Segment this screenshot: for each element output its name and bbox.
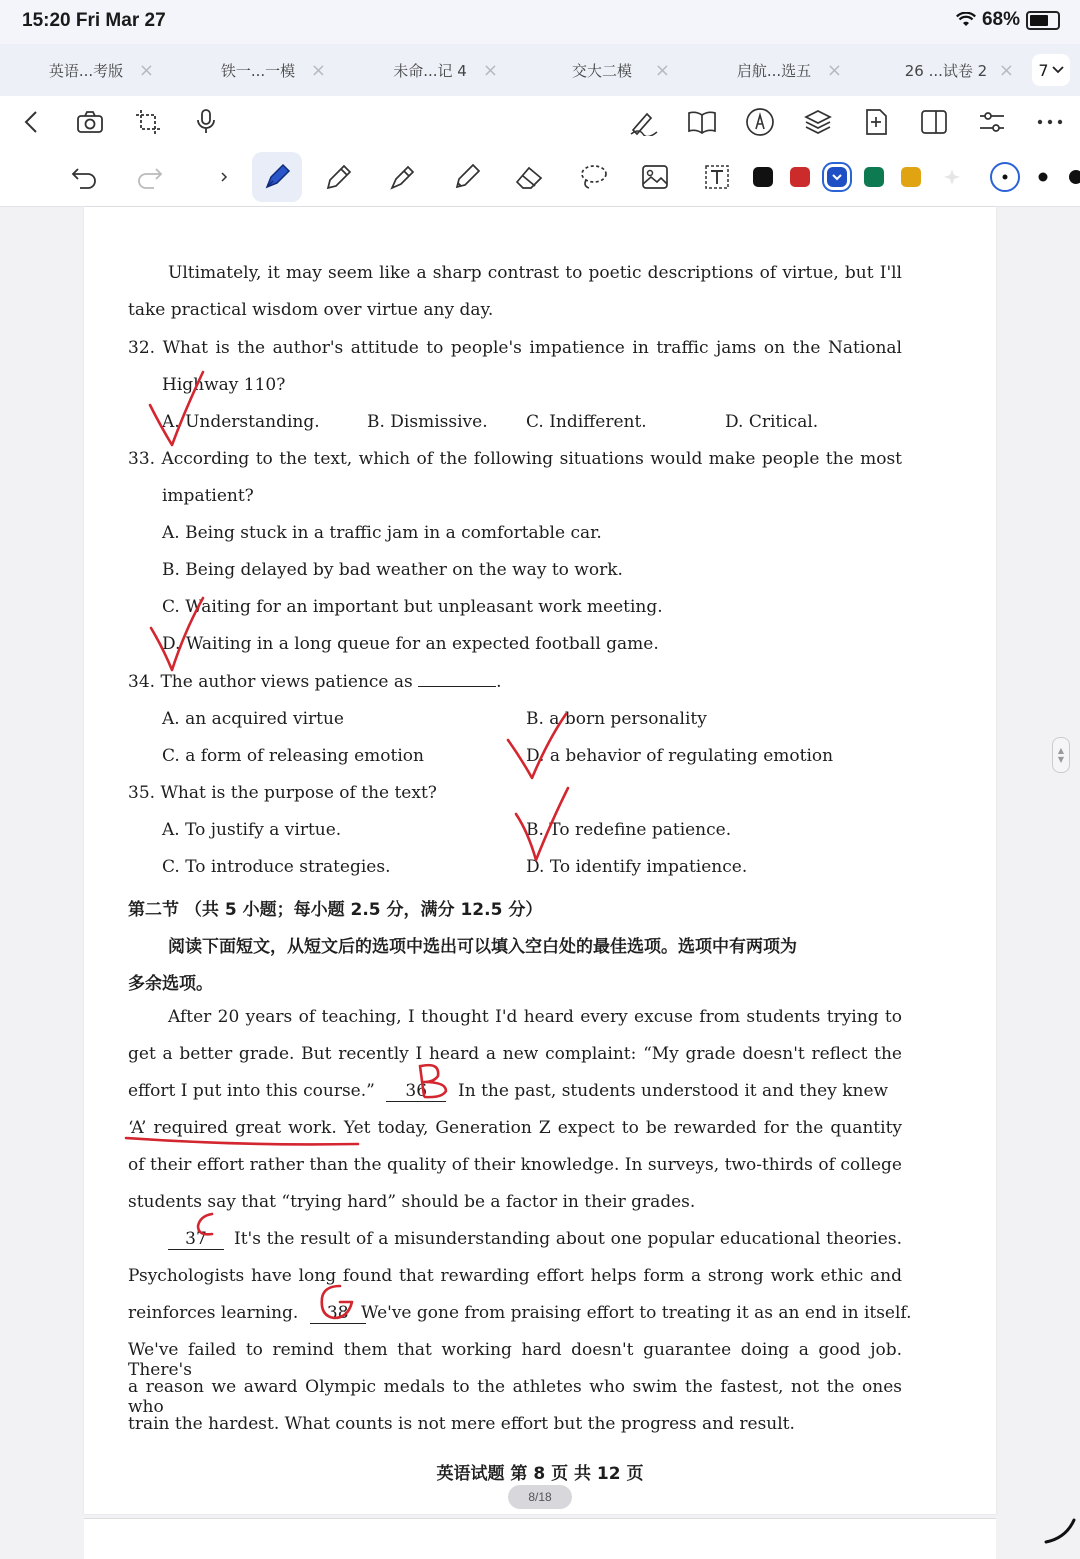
option-32-d: D. Critical. bbox=[725, 412, 819, 432]
passage-line-7: It's the result of a misunderstanding about one popular educational theories. bbox=[234, 1229, 902, 1249]
question-34-text: 34. The author views patience as bbox=[128, 672, 413, 692]
blank-38 bbox=[310, 1303, 366, 1324]
split-view-icon[interactable] bbox=[918, 106, 950, 138]
tab-5[interactable] bbox=[860, 52, 1032, 88]
blank-36 bbox=[386, 1081, 446, 1102]
question-33-stem-2: impatient? bbox=[162, 486, 254, 506]
question-35-stem: 35. What is the purpose of the text? bbox=[128, 783, 437, 803]
answer-blank bbox=[418, 672, 496, 687]
microphone-icon[interactable] bbox=[190, 106, 222, 138]
tab-count-button[interactable] bbox=[1032, 54, 1070, 86]
intro-line-2: take practical wisdom over virtue any day. bbox=[128, 300, 494, 320]
back-icon[interactable] bbox=[16, 106, 48, 138]
close-icon[interactable]: × bbox=[998, 59, 1014, 81]
passage-line-12: train the hardest. What counts is not mere effort but the progress and result. bbox=[128, 1414, 795, 1434]
blank-37 bbox=[168, 1229, 224, 1250]
option-33-c: C. Waiting for an important but unpleasant work meeting. bbox=[162, 597, 663, 617]
tab-label: 26 ...试卷 2 bbox=[904, 61, 988, 80]
option-35-b: B. To redefine patience. bbox=[526, 820, 732, 840]
passage-line-1: After 20 years of teaching, I thought I'd heard every excuse from students trying to bbox=[168, 1007, 902, 1027]
question-33-stem-1: 33. According to the text, which of the following situations would make people the most bbox=[128, 449, 902, 469]
instruction-line-2: 多余选项。 bbox=[128, 974, 213, 994]
passage-line-9-text: reinforces learning. bbox=[128, 1303, 299, 1323]
passage-line-9-a bbox=[128, 1303, 366, 1324]
close-icon[interactable]: × bbox=[482, 59, 498, 81]
settings-sliders-icon[interactable] bbox=[976, 106, 1008, 138]
option-35-d: D. To identify impatience. bbox=[526, 857, 748, 877]
battery-percent: 68% bbox=[981, 9, 1020, 30]
color-swatch-yellow[interactable] bbox=[901, 167, 921, 187]
passage-line-9-b: We've gone from praising effort to treating it as an end in itself. bbox=[361, 1303, 912, 1323]
tab-label: 铁一...一模 bbox=[220, 61, 296, 80]
brush-pen-icon[interactable] bbox=[386, 160, 420, 194]
tab-label: 英语...考版 bbox=[48, 61, 124, 80]
status-bar bbox=[0, 0, 1080, 44]
chevron-up-icon: ▲ bbox=[1057, 746, 1065, 755]
chevron-down-icon bbox=[1052, 66, 1064, 74]
pen-toolbar bbox=[0, 148, 1080, 207]
option-32-b: B. Dismissive. bbox=[367, 412, 488, 432]
handwriting-icon[interactable] bbox=[628, 106, 660, 138]
document-page[interactable] bbox=[84, 207, 996, 1514]
image-icon[interactable] bbox=[638, 160, 672, 194]
close-icon[interactable]: × bbox=[826, 59, 842, 81]
tab-label: 交大二模 bbox=[571, 61, 632, 80]
question-32-stem-1: 32. What is the author's attitude to people's impatience in traffic jams on the National bbox=[128, 338, 902, 358]
add-page-icon[interactable] bbox=[860, 106, 892, 138]
tab-label: 启航...选五 bbox=[736, 61, 812, 80]
fountain-pen-icon[interactable] bbox=[252, 152, 302, 202]
passage-line-8: Psychologists have long found that rewarding effort helps form a strong work ethic and bbox=[128, 1266, 902, 1286]
option-34-d: D. a behavior of regulating emotion bbox=[526, 746, 834, 766]
instruction-line-1: 阅读下面短文，从短文后的选项中选出可以填入空白处的最佳选项。选项中有两项为 bbox=[168, 937, 797, 957]
next-page-edge bbox=[84, 1518, 996, 1559]
close-icon[interactable]: × bbox=[654, 59, 670, 81]
color-swatch-green[interactable] bbox=[864, 167, 884, 187]
blank-37-number: 37 bbox=[185, 1229, 207, 1249]
status-time: 15:20 Fri Mar 27 bbox=[22, 10, 166, 31]
stroke-size-large-icon[interactable] bbox=[1060, 160, 1080, 194]
option-34-c: C. a form of releasing emotion bbox=[162, 746, 424, 766]
section-title: 第二节 （共 5 小题；每小题 2.5 分，满分 12.5 分） bbox=[128, 900, 543, 920]
text-box-icon[interactable] bbox=[700, 160, 734, 194]
document-tab-bar bbox=[0, 44, 1080, 96]
option-35-c: C. To introduce strategies. bbox=[162, 857, 391, 877]
tab-0[interactable] bbox=[0, 52, 172, 88]
stroke-size-medium-icon[interactable] bbox=[1026, 160, 1060, 194]
passage-line-2: get a better grade. But recently I heard a new complaint: “My grade doesn't reflect the bbox=[128, 1044, 902, 1064]
blank-38-number: 38 bbox=[326, 1303, 349, 1323]
book-icon[interactable] bbox=[686, 106, 718, 138]
pencil-circle-icon[interactable] bbox=[744, 106, 776, 138]
eraser-icon[interactable] bbox=[512, 160, 546, 194]
highlighter-icon[interactable] bbox=[450, 160, 484, 194]
blank-36-number: 36 bbox=[405, 1081, 428, 1101]
battery-level bbox=[1030, 15, 1048, 26]
option-33-d: D. Waiting in a long queue for an expected football game. bbox=[162, 634, 659, 654]
wifi-icon bbox=[956, 12, 976, 28]
camera-icon[interactable] bbox=[74, 106, 106, 138]
question-34-stem bbox=[128, 672, 502, 692]
top-toolbar bbox=[0, 96, 1080, 149]
tab-1[interactable] bbox=[172, 52, 344, 88]
page-footer: 英语试题 第 8 页 共 12 页 bbox=[436, 1464, 644, 1484]
collapse-chevron-icon[interactable] bbox=[214, 160, 234, 194]
close-icon[interactable]: × bbox=[310, 59, 326, 81]
question-34-period: . bbox=[496, 672, 502, 692]
close-icon[interactable]: × bbox=[138, 59, 154, 81]
option-34-a: A. an acquired virtue bbox=[162, 709, 344, 729]
option-32-c: C. Indifferent. bbox=[526, 412, 647, 432]
more-icon[interactable] bbox=[1034, 106, 1066, 138]
passage-line-10: We've failed to remind them that working hard doesn't guarantee doing a good job. There's bbox=[128, 1340, 902, 1380]
battery-icon bbox=[1026, 11, 1060, 30]
color-swatch-blue[interactable] bbox=[827, 167, 847, 187]
pencil-stroke-corner bbox=[1046, 1520, 1074, 1542]
add-color-icon[interactable] bbox=[938, 160, 966, 194]
passage-line-4: ‘A’ required great work. Yet today, Generation Z expect to be rewarded for the quantity bbox=[128, 1118, 902, 1138]
layers-icon[interactable] bbox=[802, 106, 834, 138]
passage-line-3-a: effort I put into this course.” bbox=[128, 1081, 375, 1101]
passage-line-3-b: In the past, students understood it and they knew bbox=[458, 1081, 889, 1101]
chevron-down-icon: ▼ bbox=[1057, 755, 1065, 764]
tab-2[interactable] bbox=[344, 52, 516, 88]
option-34-b: B. a born personality bbox=[526, 709, 707, 729]
tab-3[interactable] bbox=[516, 52, 688, 88]
page-indicator[interactable]: 8/18 bbox=[508, 1485, 572, 1509]
passage-line-6: students say that “trying hard” should be a factor in their grades. bbox=[128, 1192, 696, 1212]
passage-line-3 bbox=[128, 1081, 446, 1102]
tab-label: 未命...记 4 bbox=[393, 61, 467, 80]
color-swatch-black[interactable] bbox=[753, 167, 773, 187]
option-33-b: B. Being delayed by bad weather on the way to work. bbox=[162, 560, 623, 580]
blank-37-line bbox=[168, 1229, 224, 1250]
intro-line-1: Ultimately, it may seem like a sharp contrast to poetic descriptions of virtue, but I'll bbox=[168, 263, 902, 283]
lasso-icon[interactable] bbox=[576, 160, 610, 194]
tab-count: 7 bbox=[1038, 60, 1049, 80]
pencil-icon[interactable] bbox=[322, 160, 356, 194]
status-right bbox=[956, 9, 1060, 31]
passage-line-11: a reason we award Olympic medals to the athletes who swim the fastest, not the ones who bbox=[128, 1377, 902, 1417]
undo-icon[interactable] bbox=[68, 160, 102, 194]
tab-4[interactable] bbox=[688, 52, 860, 88]
scroll-handle[interactable] bbox=[1052, 737, 1070, 773]
crop-icon[interactable] bbox=[132, 106, 164, 138]
option-32-a: A. Understanding. bbox=[162, 412, 320, 432]
passage-line-5: of their effort rather than the quality of their knowledge. In surveys, two-thirds of college bbox=[128, 1155, 902, 1175]
redo-icon[interactable] bbox=[132, 160, 166, 194]
color-swatch-red[interactable] bbox=[790, 167, 810, 187]
option-35-a: A. To justify a virtue. bbox=[162, 820, 342, 840]
stroke-size-small-icon[interactable] bbox=[988, 160, 1022, 194]
option-33-a: A. Being stuck in a traffic jam in a comfortable car. bbox=[162, 523, 602, 543]
question-32-stem-2: Highway 110? bbox=[162, 375, 286, 395]
